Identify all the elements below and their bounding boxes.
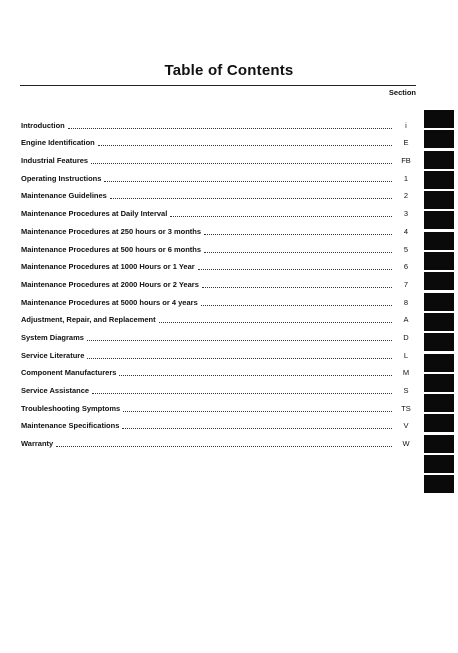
toc-entry-section: S	[403, 386, 409, 395]
toc-entry-section: E	[403, 138, 409, 148]
toc-entry-label: Warranty	[21, 439, 54, 449]
section-column-header: Section	[388, 88, 416, 97]
toc-entry-label: Maintenance Guidelines	[21, 191, 107, 201]
section-tab[interactable]	[424, 252, 454, 270]
dot-leader	[123, 411, 392, 412]
toc-entry-label: Component Manufacturers	[21, 368, 117, 378]
toc-entry[interactable]	[21, 183, 417, 201]
toc-entry[interactable]	[21, 324, 417, 342]
toc-entry-section: V	[403, 421, 409, 431]
dot-leader	[202, 287, 392, 288]
toc-entry[interactable]	[21, 218, 417, 236]
toc-entry-label: Service Assistance	[21, 386, 90, 395]
toc-list	[21, 112, 417, 448]
page-title: Table of Contents	[164, 62, 294, 79]
dot-leader	[198, 269, 392, 270]
toc-entry-section: A	[403, 315, 409, 325]
section-tab[interactable]	[424, 333, 454, 351]
dot-leader	[91, 163, 392, 164]
section-tab[interactable]	[424, 475, 454, 493]
dot-leader	[56, 446, 392, 447]
toc-entry-label: Maintenance Procedures at 1000 Hours or 1 Year	[21, 262, 195, 272]
toc-entry-label: Maintenance Specifications	[21, 421, 120, 431]
toc-entry[interactable]	[21, 165, 417, 183]
dot-leader	[204, 234, 392, 235]
toc-entry-label: Industrial Features	[21, 156, 89, 166]
dot-leader	[119, 375, 392, 376]
toc-entry[interactable]	[21, 342, 417, 360]
toc-entry-section: 4	[403, 226, 409, 236]
toc-entry-label: Adjustment, Repair, and Replacement	[21, 315, 156, 325]
section-tab[interactable]	[424, 313, 454, 331]
toc-entry[interactable]	[21, 377, 417, 395]
toc-entry-section: M	[402, 368, 410, 378]
toc-entry-section: 1	[403, 173, 409, 183]
section-tab[interactable]	[424, 435, 454, 453]
toc-entry-label: Engine Identification	[21, 138, 95, 148]
toc-entry-label: Maintenance Procedures at 5000 hours or 4 years	[21, 297, 198, 307]
toc-entry-label: Service Literature	[21, 350, 85, 360]
toc-entry[interactable]	[21, 130, 417, 148]
section-tab[interactable]	[424, 151, 454, 169]
section-tab[interactable]	[424, 293, 454, 311]
toc-entry[interactable]	[21, 254, 417, 272]
dot-leader	[159, 322, 392, 323]
section-tab[interactable]	[424, 414, 454, 432]
dot-leader	[87, 358, 392, 359]
toc-entry-label: Operating Instructions	[21, 173, 102, 183]
toc-entry-section: 6	[403, 262, 409, 272]
section-tab[interactable]	[424, 130, 454, 148]
toc-entry[interactable]	[21, 360, 417, 378]
toc-entry-label: Maintenance Procedures at Daily Interval	[21, 209, 168, 219]
dot-leader	[68, 128, 392, 129]
toc-entry-section: TS	[401, 403, 411, 413]
toc-entry[interactable]	[21, 413, 417, 431]
section-thumb-tabs	[424, 110, 458, 496]
toc-entry-section: W	[402, 439, 410, 449]
toc-entry-label: Maintenance Procedures at 250 hours or 3 months	[21, 226, 202, 236]
section-tab[interactable]	[424, 394, 454, 412]
toc-entry-section: 5	[403, 244, 409, 254]
toc-entry[interactable]	[21, 112, 417, 130]
dot-leader	[98, 145, 392, 146]
section-tab[interactable]	[424, 191, 454, 209]
toc-entry-section: 8	[403, 297, 409, 307]
section-tab[interactable]	[424, 455, 454, 473]
dot-leader	[87, 340, 392, 341]
dot-leader	[104, 181, 392, 182]
toc-entry[interactable]	[21, 307, 417, 325]
section-tab[interactable]	[424, 272, 454, 290]
dot-leader	[122, 428, 392, 429]
section-tab[interactable]	[424, 354, 454, 372]
toc-entry[interactable]	[21, 430, 417, 448]
dot-leader	[201, 305, 392, 306]
toc-entry-label: Troubleshooting Symptoms	[21, 403, 121, 413]
toc-entry-label: Introduction	[21, 120, 65, 130]
toc-entry-section: FB	[401, 156, 411, 166]
toc-entry-section: 2	[403, 191, 409, 201]
toc-entry-section: 7	[403, 279, 409, 289]
toc-entry[interactable]	[21, 289, 417, 307]
section-tab[interactable]	[424, 374, 454, 392]
dot-leader	[170, 216, 392, 217]
section-tab[interactable]	[424, 211, 454, 229]
toc-entry-section: i	[405, 120, 407, 130]
toc-entry[interactable]	[21, 271, 417, 289]
toc-entry[interactable]	[21, 395, 417, 413]
section-tab[interactable]	[424, 232, 454, 250]
dot-leader	[204, 252, 392, 253]
toc-entry[interactable]	[21, 147, 417, 165]
dot-leader	[92, 393, 392, 394]
toc-entry[interactable]	[21, 200, 417, 218]
toc-entry-section: 3	[403, 209, 409, 219]
toc-entry-section: L	[403, 350, 409, 360]
toc-entry-label: System Diagrams	[21, 332, 84, 342]
section-tab[interactable]	[424, 110, 454, 128]
toc-entry-label: Maintenance Procedures at 2000 Hours or 2 Years	[21, 279, 199, 289]
header-rule	[20, 85, 416, 86]
toc-entry-section: D	[403, 332, 409, 342]
dot-leader	[110, 198, 392, 199]
toc-entry[interactable]	[21, 236, 417, 254]
toc-entry-label: Maintenance Procedures at 500 hours or 6 months	[21, 244, 202, 254]
section-tab[interactable]	[424, 171, 454, 189]
